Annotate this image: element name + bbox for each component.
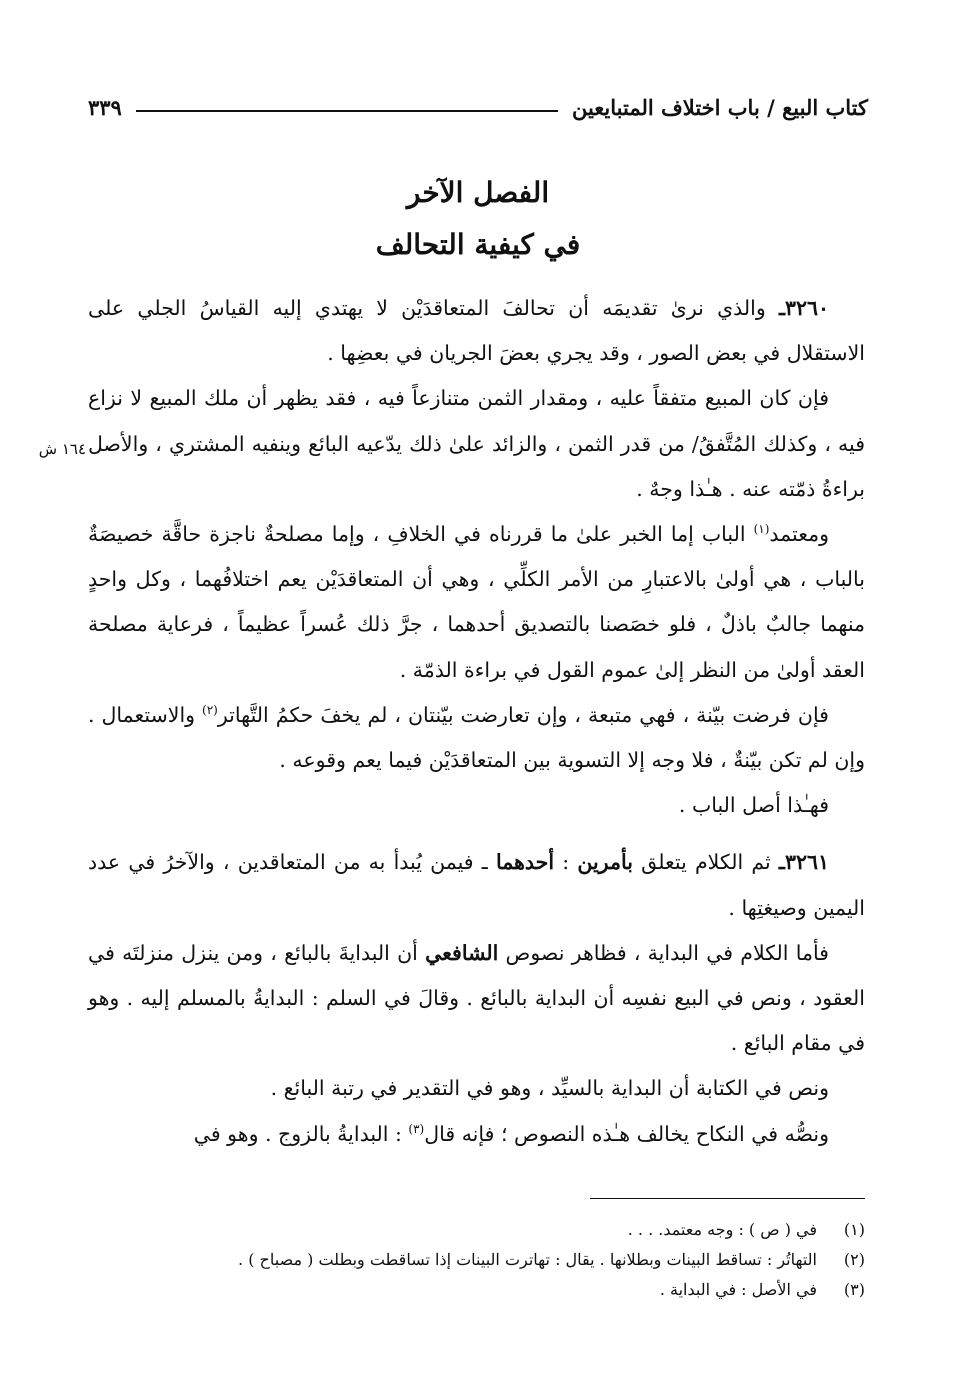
footnote-number: (٣) — [843, 1280, 865, 1299]
running-header — [88, 84, 868, 130]
footnote-ref: (٢) — [202, 703, 218, 717]
footnotes — [88, 1215, 865, 1305]
margin-note: ١٦٤ ش — [38, 440, 86, 458]
main-text — [88, 286, 865, 1157]
paragraph: فإن كان المبيع متفقاً عليه ، ومقدار الثمن متنازعاً فيه ، فقد يظهر أن ملك المبيع لا نزاع فيه ، وكذلك المُتَّفقُ/ من قدر الثمن ، والزائد علىٰ ذلك يدّعيه البائع وينفيه المشتري ، والأصل براءةُ ذمّته عنه . هـٰذا وجهٌ . — [88, 386, 865, 501]
footnote-number: (٢) — [843, 1250, 865, 1269]
paragraph-number: ٣٢٦١ـ — [778, 850, 829, 875]
paragraph: فإن فرضت بيّنة ، فهي متبعة ، وإن تعارضت بيّنتان ، لم يخفَ حكمُ التَّهاتر$^{(٢)}$ والاستعمال . وإن لم تكن بيّنةٌ ، فلا وجه إلا التسوية بين المتعاقدَيْن فيما يعم وقوعه . — [88, 702, 865, 773]
footnote-ref: (١) — [753, 522, 770, 537]
header-title: كتاب البيع / باب اختلاف المتبايعين — [571, 94, 868, 120]
paragraph: فأما الكلام في البداية ، فظاهر نصوص الشافعي أن البدايةَ بالبائع ، ومن ينزل منزلتَه في العقود ، ونص في البيع نفسِه أن البداية بالبائع . وقالَ في السلم : البدايةُ بالمسلم إليه . وهو في مقام البائع . — [88, 940, 865, 1056]
paragraph-3260: ٣٢٦٠ـ والذي نرىٰ تقديمَه أن تحالفَ المتعاقدَيْن لا يهتدي إليه القياسُ الجلي على الاستقلال في بعض الصور ، وقد يجري بعضَ الجريان في بعضِها . — [88, 296, 865, 366]
paragraph: ونص في الكتابة أن البداية بالسيِّد ، وهو في التقدير في رتبة البائع . — [270, 1076, 829, 1101]
paragraph: ونصُّه في النكاح يخالف هـٰذه النصوص ؛ فإنه قال$^{(٣)}$ : البدايةُ بالزوج . وهو في — [193, 1121, 829, 1146]
footnote-number: (١) — [843, 1220, 865, 1239]
paragraph: فهـٰذا أصل الباب . — [678, 793, 829, 818]
paragraph-number: ٣٢٦٠ـ — [778, 296, 829, 320]
page-number: ٣٣٩ — [88, 94, 122, 120]
section-heading: الفصل الآخر — [406, 176, 550, 209]
subsection-heading: في كيفية التحالف — [375, 228, 581, 261]
footnote-ref: (٣) — [408, 1121, 425, 1136]
paragraph: ومعتمد$^{(١)}$ الباب إما الخبر علىٰ ما قررناه في الخلافِ ، وإما مصلحةٌ ناجزة حاقَّة خصيصَةٌ بالباب ، هي أولىٰ بالاعتبارِ من الأمر الكلِّي ، وهي أن المتعاقدَيْن يعم اختلافُهما ، وكل واحدٍ منهما جالبٌ باذلٌ ، فلو خصَصنا بالتصديق أحدهما ، جرَّ ذلك عُسراً عظيماً ، فرعاية مصلحة العقد أولىٰ من النظر إلىٰ عموم القول في براءة الذمّة . — [88, 522, 865, 682]
footnote-text: في ( ص ) : وجه معتمد. . . . — [627, 1220, 817, 1239]
footnote-text: في الأصل : في البداية . — [659, 1280, 817, 1299]
header-rule — [136, 110, 558, 112]
footnote-separator — [590, 1198, 865, 1199]
footnote — [88, 1215, 865, 1245]
footnote — [88, 1275, 865, 1305]
footnote — [88, 1245, 865, 1275]
paragraph-3261: ٣٢٦١ـ ثم الكلام يتعلق بأمرين : أحدهما ـ فيمن يُبدأ به من المتعاقدين ، والآخرُ في عدد اليمين وصيغتِها . — [88, 850, 865, 920]
footnote-text: التهاتُر : تساقط البينات وبطلانها . يقال : تهاترت البينات إذا تساقطت وبطلت ( مصباح ) . — [238, 1250, 817, 1269]
